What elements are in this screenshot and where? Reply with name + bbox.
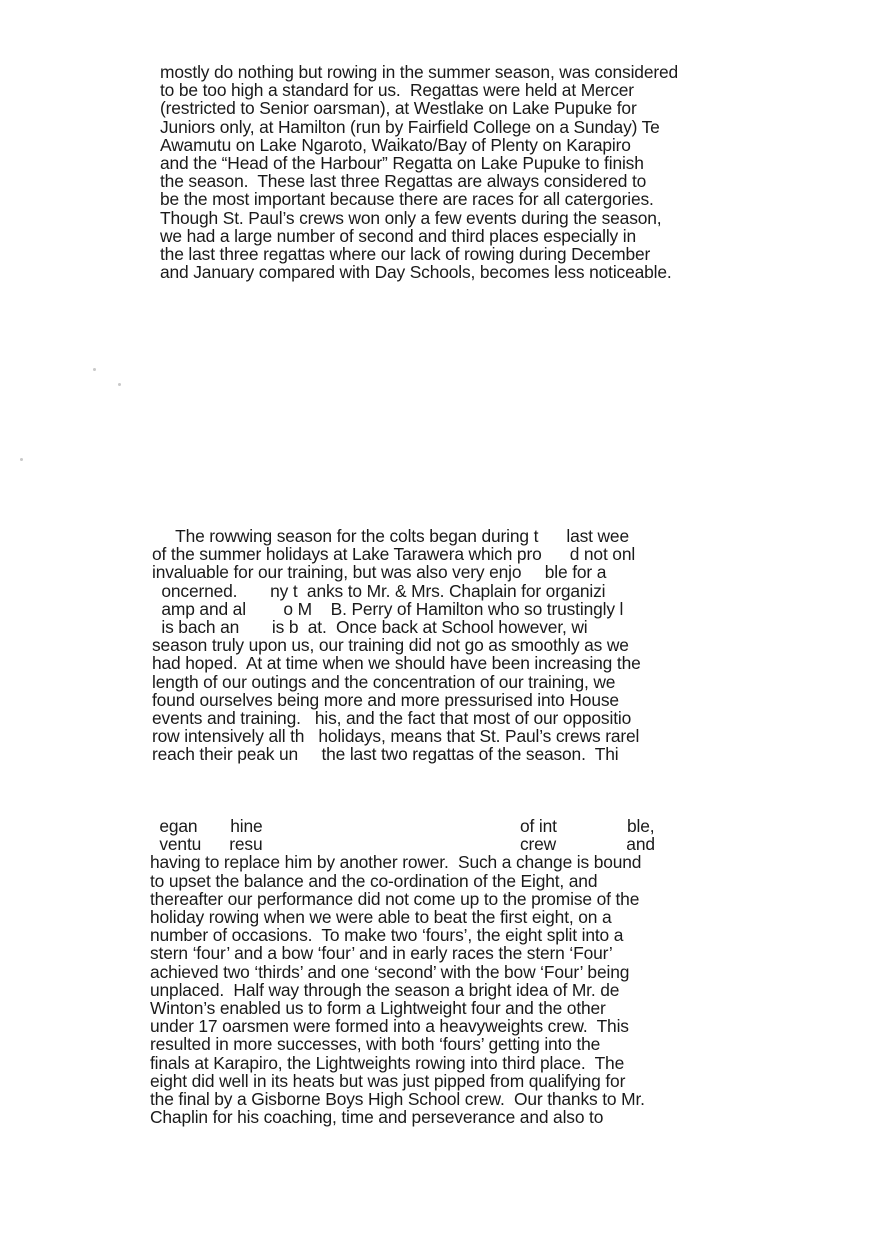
text-line: under 17 oarsmen were formed into a heavyweights crew. This xyxy=(150,1016,629,1037)
text-line: Though St. Paul’s crews won only a few events during the season, xyxy=(160,207,662,228)
text-line: to upset the balance and the co-ordination of the Eight, and xyxy=(150,870,598,891)
text-line: is bach an is b at. Once back at School however, wi xyxy=(152,617,588,638)
text-line: (restricted to Senior oarsman), at Westlake on Lake Pupuke for xyxy=(160,98,637,119)
paragraph-colts xyxy=(152,527,782,764)
paper-speck xyxy=(118,383,121,386)
text-line: Winton’s enabled us to form a Lightweight four and the other xyxy=(150,998,606,1019)
text-line: found ourselves being more and more pressurised into House xyxy=(152,689,619,710)
text-line: achieved two ‘thirds’ and one ‘second’ with the bow ‘Four’ being xyxy=(150,961,630,982)
text-line: number of occasions. To make two ‘fours’, the eight split into a xyxy=(150,925,624,946)
text-line: had hoped. At at time when we should have been increasing the xyxy=(152,653,641,674)
text-line: unplaced. Half way through the season a bright idea of Mr. de xyxy=(150,979,620,1000)
text-line: we had a large number of second and third places especially in xyxy=(160,225,636,246)
text-line: stern ‘four’ and a bow ‘four’ and in early races the stern ‘Four’ xyxy=(150,943,613,964)
text-line: oncerned. ny t anks to Mr. & Mrs. Chaplain for organizi xyxy=(152,580,606,601)
text-line: the season. These last three Regattas are always considered to xyxy=(160,171,647,192)
text-line: and the “Head of the Harbour” Regatta on Lake Pupuke to finish xyxy=(160,153,644,174)
text-line: the final by a Gisborne Boys High School crew. Our thanks to Mr. xyxy=(150,1089,645,1110)
text-line: be the most important because there are races for all catergories. xyxy=(160,189,654,210)
paper-speck xyxy=(93,368,96,371)
text-line: thereafter our performance did not come up to the promise of the xyxy=(150,888,640,909)
text-line: Awamutu on Lake Ngaroto, Waikato/Bay of Plenty on Karapiro xyxy=(160,134,631,155)
paragraph-eight xyxy=(150,817,780,1126)
text-line: eight did well in its heats but was just pipped from qualifying for xyxy=(150,1070,626,1091)
text-line: The rowwing season for the colts began during t last wee xyxy=(152,526,629,546)
text-line: ventu resu crew and xyxy=(150,834,655,855)
text-line: of the summer holidays at Lake Tarawera which pro d not onl xyxy=(152,544,636,565)
text-line: resulted in more successes, with both ‘fours’ getting into the xyxy=(150,1034,601,1055)
text-line: season truly upon us, our training did not go as smoothly as we xyxy=(152,635,629,656)
text-line: length of our outings and the concentration of our training, we xyxy=(152,671,616,692)
text-line: reach their peak un the last two regattas of the season. Thi xyxy=(152,744,619,765)
text-line: Chaplin for his coaching, time and perseverance and also to xyxy=(150,1107,604,1128)
text-line: finals at Karapiro, the Lightweights rowing into third place. The xyxy=(150,1052,625,1073)
text-line: invaluable for our training, but was also very enjo ble for a xyxy=(152,562,607,583)
text-line: to be too high a standard for us. Regattas were held at Mercer xyxy=(160,80,634,101)
text-line: egan hine of int ble, xyxy=(150,816,655,836)
text-line: holiday rowing when we were able to beat the first eight, on a xyxy=(150,907,612,928)
text-line: amp and al o M B. Perry of Hamilton who so trustingly l xyxy=(152,598,624,619)
paragraph-top xyxy=(160,63,780,281)
paper-speck xyxy=(20,458,23,461)
text-line: events and training. his, and the fact that most of our oppositio xyxy=(152,708,632,729)
text-line: mostly do nothing but rowing in the summer season, was considered xyxy=(160,62,679,82)
text-line: having to replace him by another rower. Such a change is bound xyxy=(150,852,642,873)
text-line: row intensively all th holidays, means that St. Paul’s crews rarel xyxy=(152,726,640,747)
text-line: Juniors only, at Hamilton (run by Fairfield College on a Sunday) Te xyxy=(160,116,660,137)
text-line: and January compared with Day Schools, becomes less noticeable. xyxy=(160,262,672,283)
text-line: the last three regattas where our lack of rowing during December xyxy=(160,244,651,265)
